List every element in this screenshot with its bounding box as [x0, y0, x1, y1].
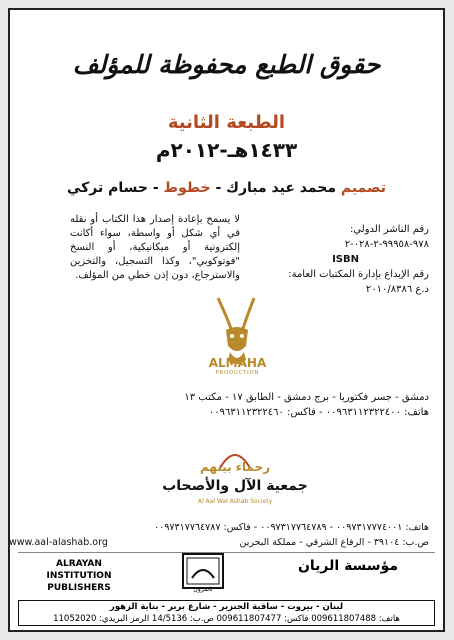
deposit-value: د.ع ٢٠١٠/٨٣٨٦ [365, 284, 429, 295]
isbn-tag: ISBN [332, 254, 359, 265]
credits-separator: - [215, 180, 222, 196]
almaha-subtitle: PRODUCTION [215, 370, 260, 376]
publisher-address: لبنان - بيروت - ساقية الجنزير - شارع بربر - بناية الزهور [109, 602, 344, 612]
almaha-logo [200, 294, 275, 384]
alrayan-english [24, 558, 134, 594]
alashab-website[interactable]: www.aal-alashab.org [9, 537, 108, 548]
alashab-english: Al Aal Wal Ashab Society [197, 498, 273, 505]
almaha-phone-line: هاتف: ٠٠٩٦٣١١٢٣٢٢٤٠٠ - فاكس: ٠٠٩٦٣١١٢٣٢٢٤٦٠ [208, 407, 429, 418]
credits-line [10, 180, 443, 196]
design-label: تصميم [340, 180, 387, 196]
alashab-contact [9, 520, 429, 550]
copyright-notice: لا يسمح بإعادة إصدار هذا الكتاب أو نقله في أي شكل أو واسطة، سواء أكانت إلكترونية أو ميكانيكية، أو النسخ "فوتوكوبي"، وكذا التسجيل، والتخزين والاسترجاع، دون إذن خطي من المؤلف. [70, 214, 240, 281]
document-page [8, 8, 445, 632]
edition-label: الطبعة الثانية [167, 112, 286, 133]
isbn-value: ٩٧٨-٩٩٩٥٨-٢-٠٢٨-٢ [344, 239, 429, 250]
deposit-label: رقم الإيداع بإدارة المكتبات العامة: [288, 269, 429, 280]
page-title: حقوق الطبع محفوظة للمؤلف [72, 50, 381, 79]
alashab-logo [160, 440, 310, 515]
isbn-label: رقم الناشر الدولي: [349, 224, 429, 235]
alashab-tagline: رحماء بينهم [199, 460, 271, 474]
alashab-address: ص.ب: ٣٩١٠٤ - الرفاع الشرقي - مملكة البحرين [239, 537, 429, 548]
publication-info [229, 222, 429, 297]
design-name: محمد عيد مبارك [226, 180, 337, 196]
publisher-phone: هاتف: 009611807488 فاكس: 009611807477 ص.ب: 14/5136 الرمز البريدي: 11052020 [53, 614, 400, 624]
alashab-phone: هاتف: ٠٠٩٧٣١٧٧٧٤٠٠١ - ٠٠٩٧٣١٧٧٦٤٧٨٩ - فاكس: ٠٠٩٧٣١٧٧٦٤٧٨٧ [154, 522, 429, 533]
alrayan-emblem [168, 550, 238, 595]
alrayan-ar-name: مؤسسة الريان [297, 558, 399, 574]
alrayan-en-sub: PUBLISHERS [47, 583, 111, 593]
calligraphy-name: حسام تركي [66, 180, 148, 196]
almaha-address [69, 390, 429, 420]
publisher-address-bar [18, 600, 435, 626]
almaha-address-line: دمشق - جسر فكتوريا - برج دمشق - الطابق ١٧ - مكتب ١٣ [184, 392, 429, 403]
calligraphy-label: خطوط [163, 180, 211, 196]
alrayan-en-name: ALRAYAN INSTITUTION [46, 559, 112, 581]
alrayan-arabic [263, 558, 433, 574]
alashab-name: جمعية الآل والأصحاب [162, 478, 308, 494]
alrayan-emblem-caption: ناشرون [193, 586, 213, 593]
publication-year: ١٤٣٣هـ-٢٠١٢م [155, 138, 298, 162]
almaha-name: ALMAHA [208, 356, 267, 370]
credits-separator: - [152, 180, 159, 196]
